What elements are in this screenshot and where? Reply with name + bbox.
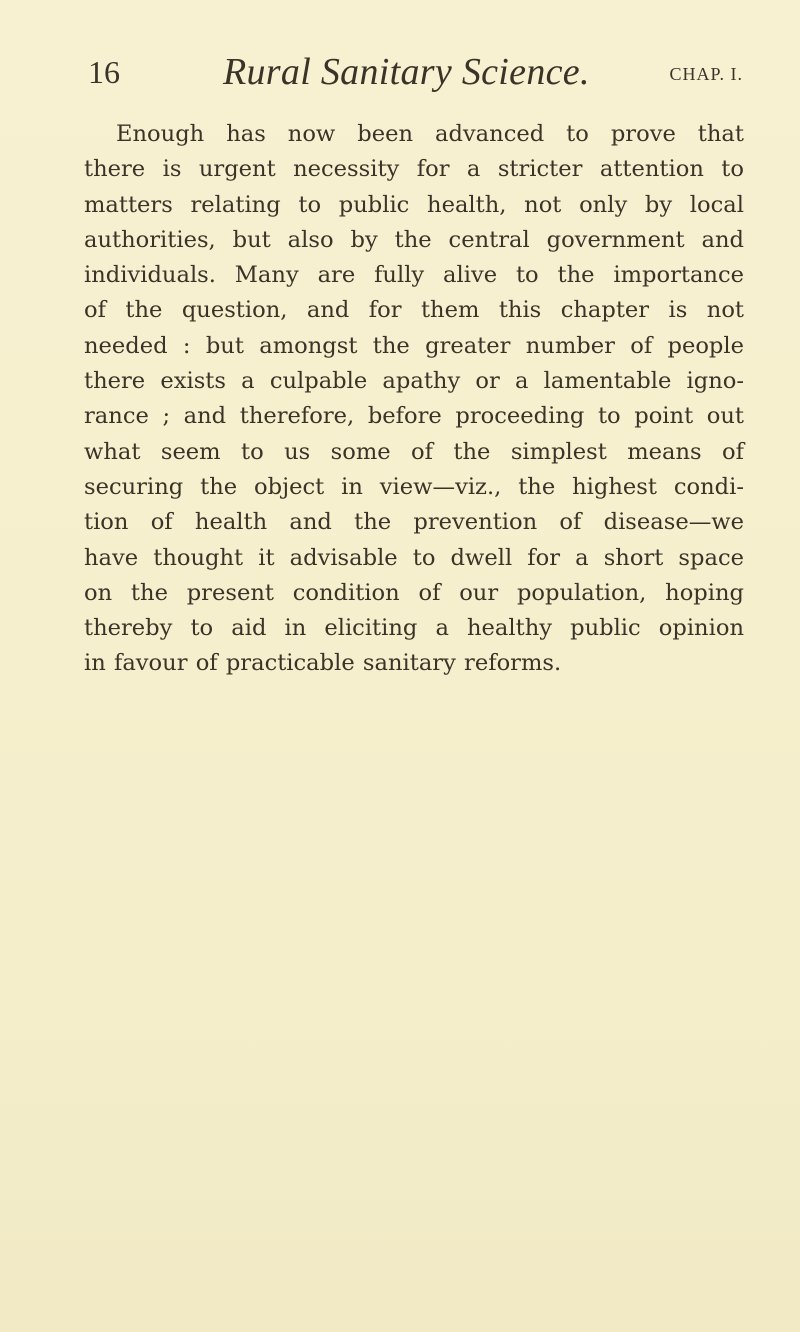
text-line: there exists a culpable apathy or a lamentable igno- <box>84 368 744 395</box>
text-line: needed : but amongst the greater number of people <box>84 332 744 359</box>
text-line: individuals. Many are fully alive to the importance <box>84 262 744 289</box>
running-title: Rural Sanitary Science. <box>223 51 590 93</box>
text-line: Enough has now been advanced to prove that <box>116 121 744 147</box>
chapter-mark: CHAP. I. <box>669 64 743 84</box>
paper-tone <box>0 1072 800 1332</box>
text-line: securing the object in view—viz., the highest condi- <box>84 473 744 500</box>
page-number: 16 <box>88 54 120 90</box>
text-line: matters relating to public health, not only by local <box>84 191 744 218</box>
text-line: of the question, and for them this chapter is not <box>84 297 744 324</box>
text-line: authorities, but also by the central government and <box>84 226 744 253</box>
body-paragraph <box>84 117 744 682</box>
text-line: tion of health and the prevention of disease—we <box>84 509 744 536</box>
text-line: in favour of practicable sanitary reforms. <box>84 650 562 677</box>
text-line: there is urgent necessity for a stricter attention to <box>84 156 744 183</box>
running-head <box>88 52 743 102</box>
text-line: rance ; and therefore, before proceeding to point out <box>84 403 744 430</box>
text-line: on the present condition of our population, hoping <box>84 579 744 606</box>
text-line: have thought it advisable to dwell for a short space <box>84 544 744 571</box>
text-line: thereby to aid in eliciting a healthy public opinion <box>84 615 744 642</box>
text-line: what seem to us some of the simplest means of <box>84 438 744 465</box>
